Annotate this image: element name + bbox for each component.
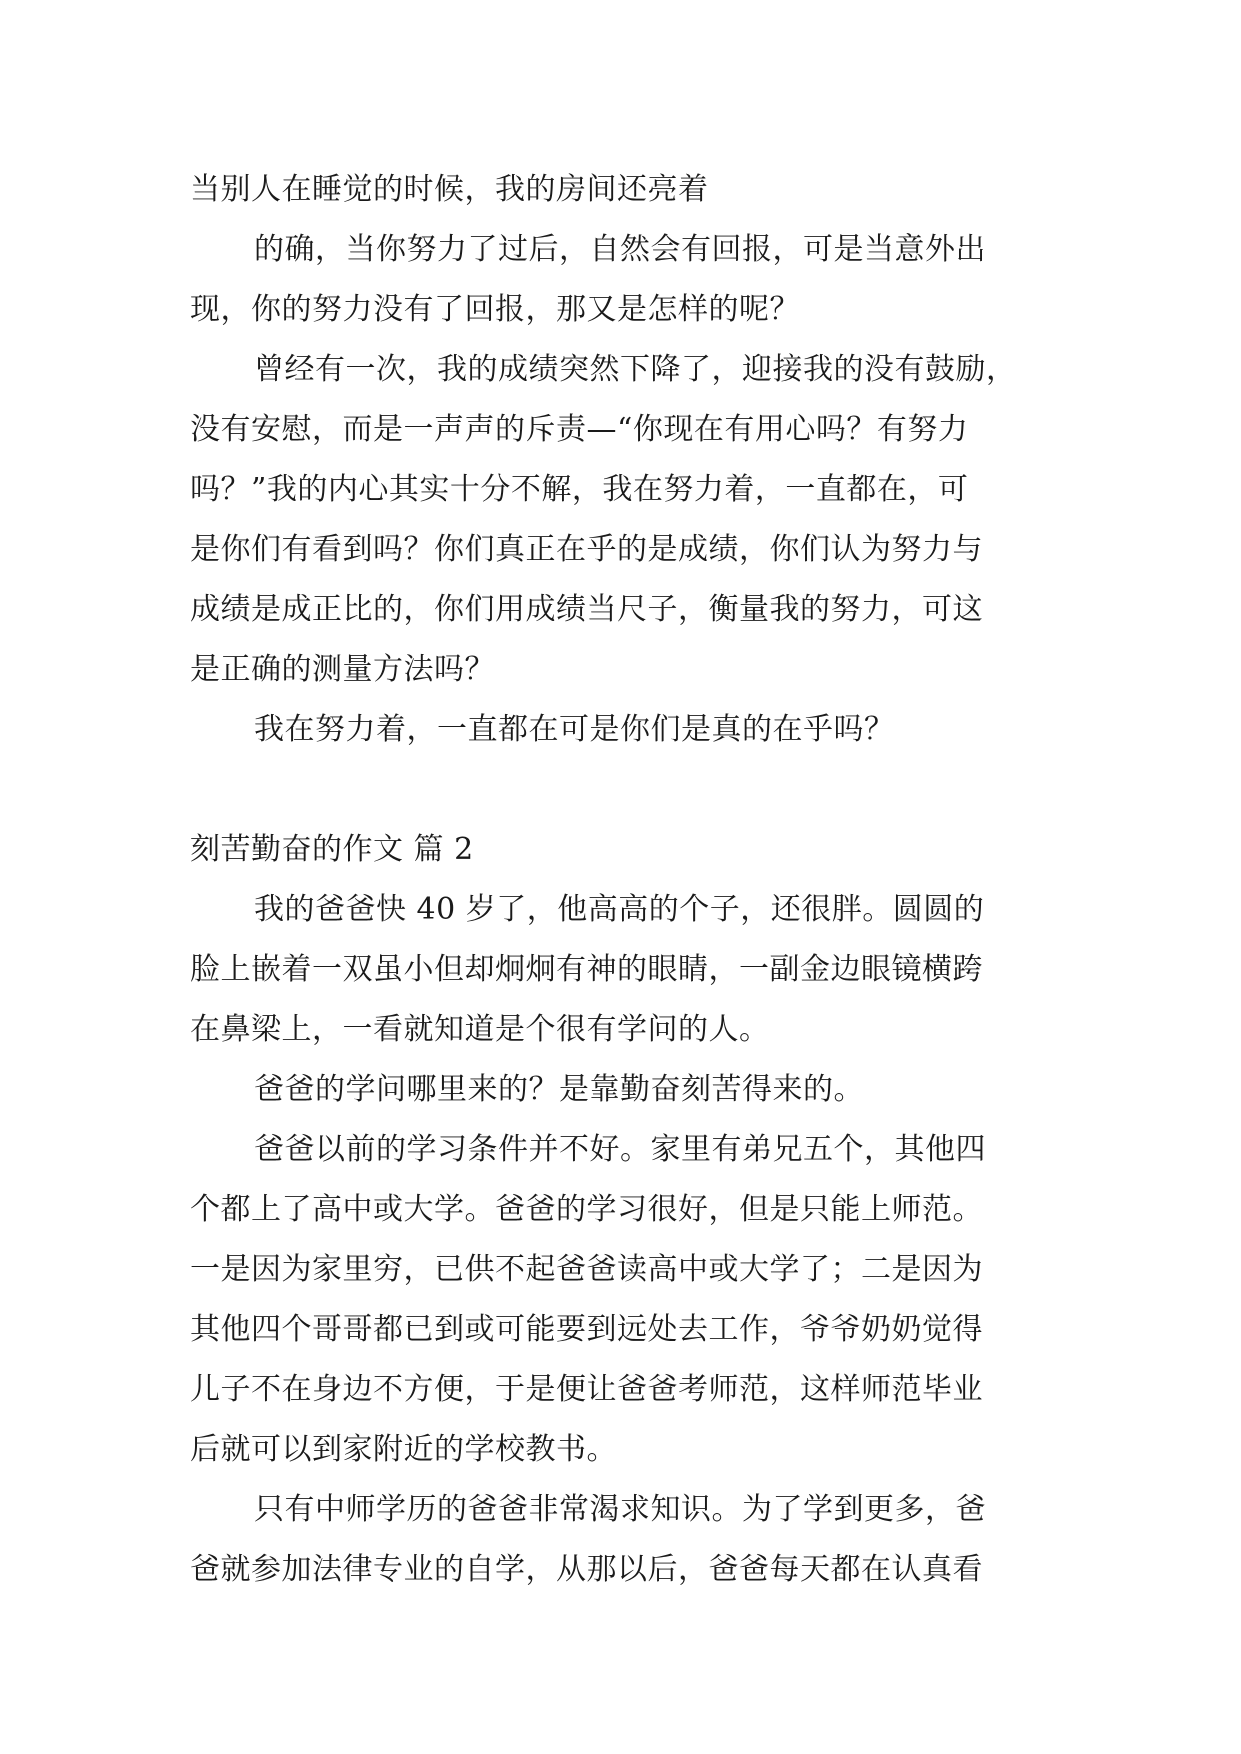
text-line: 个都上了高中或大学。爸爸的学习很好，但是只能上师范。: [190, 1192, 983, 1227]
text-line: 其他四个哥哥都已到或可能要到远处去工作，爷爷奶奶觉得: [190, 1312, 983, 1347]
paragraph-start-line: 的确，当你努力了过后，自然会有回报，可是当意外出: [254, 232, 986, 267]
text-line: 脸上嵌着一双虽小但却炯炯有神的眼睛，一副金边眼镜横跨: [190, 952, 983, 987]
paragraph-start-line: 爸爸的学问哪里来的？是靠勤奋刻苦得来的。: [254, 1072, 864, 1107]
text-line: 吗？”我的内心其实十分不解，我在努力着，一直都在，可: [190, 472, 969, 507]
text-line: 没有安慰，而是一声声的斥责—“你现在有用心吗？有努力: [190, 412, 969, 447]
text-line: 现，你的努力没有了回报，那又是怎样的呢？: [190, 292, 800, 327]
paragraph-start-line: 只有中师学历的爸爸非常渴求知识。为了学到更多，爸: [254, 1492, 986, 1527]
text-line: 是你们有看到吗？你们真正在乎的是成绩，你们认为努力与: [190, 532, 983, 567]
text-line: 一是因为家里穷，已供不起爸爸读高中或大学了；二是因为: [190, 1252, 983, 1287]
text-line: 成绩是成正比的，你们用成绩当尺子，衡量我的努力，可这: [190, 592, 983, 627]
text-line: 后就可以到家附近的学校教书。: [190, 1432, 617, 1467]
text-line: 在鼻梁上，一看就知道是个很有学问的人。: [190, 1012, 770, 1047]
paragraph-start-line: 爸爸以前的学习条件并不好。家里有弟兄五个，其他四: [254, 1132, 986, 1167]
article-body: [190, 160, 1050, 1600]
text-line: 爸就参加法律专业的自学，从那以后，爸爸每天都在认真看: [190, 1552, 983, 1587]
paragraph-start-line: 曾经有一次，我的成绩突然下降了，迎接我的没有鼓励，: [254, 352, 1017, 387]
section-spacer: [190, 760, 1050, 820]
paragraph-start-line: 我在努力着，一直都在可是你们是真的在乎吗？: [254, 712, 895, 747]
section-heading: 刻苦勤奋的作文 篇 2: [190, 832, 474, 867]
text-line: 当别人在睡觉的时候，我的房间还亮着: [190, 172, 709, 207]
text-line: 是正确的测量方法吗？: [190, 652, 495, 687]
paragraph-start-line: 我的爸爸快 40 岁了，他高高的个子，还很胖。圆圆的: [254, 892, 985, 927]
text-line: 儿子不在身边不方便，于是便让爸爸考师范，这样师范毕业: [190, 1372, 983, 1407]
